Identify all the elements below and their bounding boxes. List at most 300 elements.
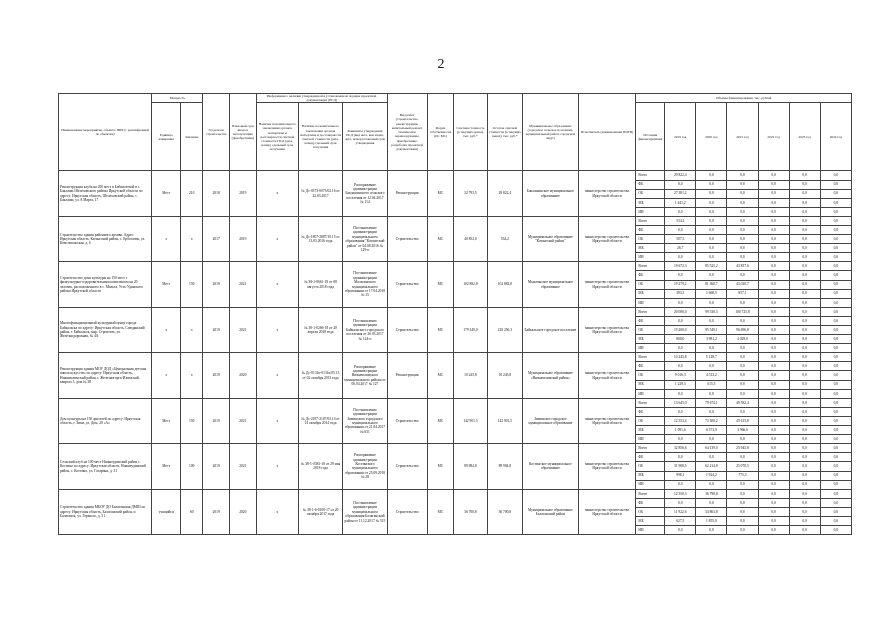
header-municipality: Муниципальное образование (городское сельское поселение, муниципальный район, городской округ) [523, 94, 579, 171]
header-year-2022: 2022 год [758, 103, 789, 171]
year-plan: 2019 [229, 216, 256, 261]
fin-value: 0,0 [820, 198, 851, 207]
estimated-cost: 40 852,0 [454, 216, 487, 261]
fin-value: 0,0 [820, 326, 851, 335]
fin-value: 0,0 [789, 407, 820, 416]
psd-state: № Дс-1807-2887/10.15 от 13.03.2016 года [298, 216, 342, 261]
work-type: Строительство [387, 216, 427, 261]
fin-value: 0,0 [820, 316, 851, 325]
fin-value: 25 945,8 [727, 444, 758, 453]
fin-value: 857,1 [727, 289, 758, 298]
remaining-cost: 89 984,8 [487, 444, 523, 489]
psd-approval: Распоряжение администрации Нижнеилимского муниципального района от 06.04.2017 № 127 [343, 353, 387, 398]
table-row [59, 216, 852, 225]
fin-value: 0,0 [696, 244, 727, 253]
fin-value: 0,0 [758, 225, 789, 234]
fin-value: 34 863,8 [696, 507, 727, 516]
year-plan: 2021 [229, 307, 256, 352]
executor: министерство строительства Иркутской области [578, 444, 636, 489]
fin-value: 0,0 [727, 216, 758, 225]
fin-value: 0,0 [696, 298, 727, 307]
psd-expertise: х [256, 171, 298, 216]
fin-source-label: ФБ [636, 180, 665, 189]
fin-value: 0,0 [665, 480, 696, 489]
fin-source-label: ОБ [636, 280, 665, 289]
table-row [59, 307, 852, 316]
fin-value: 0,0 [727, 498, 758, 507]
fin-value: 0,0 [758, 453, 789, 462]
executor: министерство строительства Иркутской области [578, 353, 636, 398]
header-capacity: Мощность [152, 94, 203, 103]
fin-value: 615,5 [696, 380, 727, 389]
fin-value: 64 139,0 [696, 444, 727, 453]
fin-value: 0,0 [665, 225, 696, 234]
fin-value: 0,0 [789, 362, 820, 371]
fin-value: 0,0 [789, 171, 820, 180]
fin-value: 0,0 [727, 198, 758, 207]
header-fin-source: Источник финансирования [636, 103, 665, 171]
remaining-cost: 29 822,4 [487, 171, 523, 216]
fin-value: 0,0 [665, 362, 696, 371]
municipality: Костинское муниципальное образование [523, 444, 579, 489]
estimated-cost: 36 700,8 [454, 489, 487, 534]
fin-value: 0,0 [820, 225, 851, 234]
fin-value: 27 381,2 [665, 189, 696, 198]
fin-value: 0,0 [758, 426, 789, 435]
fin-value: 43 020,7 [727, 280, 758, 289]
fin-value: 73 300,2 [696, 416, 727, 425]
object-name: Строительство дома культуры на 150 мест с физкультурно-оздоровительным комплексом на 20 человек, расположенного в с. Мальта, Усть-Удинского района Иркутской области [59, 262, 152, 307]
capacity-value: 60 [181, 489, 203, 534]
fin-value: 0,0 [758, 480, 789, 489]
psd-expertise: х [256, 216, 298, 261]
fin-value: 0,0 [820, 244, 851, 253]
fin-value: 534,2 [665, 216, 696, 225]
psd-approval: Постановление администрации муниципального образования "Катангский район" от 04.08.2016 № 129-п [343, 216, 387, 261]
fin-value: 0,0 [758, 216, 789, 225]
fin-value: 0,0 [758, 289, 789, 298]
fin-value: 0,0 [820, 507, 851, 516]
header-name: Наименование мероприятия, объекта, ПИР (с расшифровкой по объектам) [59, 94, 152, 171]
capacity-unit: х [152, 307, 181, 352]
fin-value: 0,0 [789, 335, 820, 344]
fin-value: 0,0 [758, 235, 789, 244]
psd-state: № Дс-2187-2187/03.14 от 14 октября 2014 года [298, 398, 342, 443]
fin-value: 0,0 [727, 453, 758, 462]
fin-value: 0,0 [820, 426, 851, 435]
work-type: Строительство [387, 444, 427, 489]
fin-value: 0,0 [789, 426, 820, 435]
fin-value: 13 645,0 [665, 398, 696, 407]
fin-value: 0,0 [696, 526, 727, 535]
fin-value: 0,0 [727, 180, 758, 189]
fin-value: 0,0 [665, 180, 696, 189]
fin-value: 0,0 [789, 380, 820, 389]
fin-value: 1 924,2 [696, 471, 727, 480]
fin-value: 0,0 [758, 489, 789, 498]
fin-value: 19 279,2 [665, 280, 696, 289]
year-plan: 2021 [229, 444, 256, 489]
fin-source-label: МБ [636, 244, 665, 253]
fin-value: 0,0 [727, 435, 758, 444]
fin-value: 0,0 [789, 353, 820, 362]
fin-value: 0,0 [758, 262, 789, 271]
fin-value: 1 229,5 [665, 380, 696, 389]
fin-value: 29 822,4 [665, 171, 696, 180]
capacity-value: х [181, 353, 203, 398]
fin-value: 1 441,2 [665, 198, 696, 207]
fin-value: 0,0 [727, 480, 758, 489]
fin-value: 0,0 [758, 362, 789, 371]
fin-value: 0,0 [758, 335, 789, 344]
fin-value: 0,0 [789, 262, 820, 271]
fin-value: 0,0 [789, 271, 820, 280]
fin-value: 0,0 [789, 371, 820, 380]
fin-value: 12 553,4 [665, 416, 696, 425]
fin-value: 0,0 [820, 435, 851, 444]
psd-approval: Постановление администрации Байкальского городского поселения от 26.03.2017 № 124-п [343, 307, 387, 352]
fin-value: 0,0 [820, 453, 851, 462]
fin-value: 96 696,8 [727, 326, 758, 335]
municipality: Байкальское городское поселение [523, 307, 579, 352]
fin-value: 5 128,7 [696, 353, 727, 362]
fin-value: 0,0 [820, 235, 851, 244]
header-ownership: Форма собственности (ОС МС) [427, 94, 454, 171]
fin-value: 3 981,2 [696, 335, 727, 344]
fin-value: 0,0 [727, 253, 758, 262]
header-capacity-value: Значение [181, 103, 203, 171]
capacity-value: 150 [181, 262, 203, 307]
fin-value: 0,0 [696, 498, 727, 507]
fin-value: 0,0 [820, 480, 851, 489]
object-name: Многофункциональный культурный центр города Байкальска по адресу: Иркутская область, Слюдянский район, г. Байкальск, мкр. Строитель, ул. Железнодорожная, № 4А [59, 307, 152, 352]
header-year-2024: 2024 год [820, 103, 851, 171]
year-start: 2019 [203, 398, 230, 443]
fin-value: 0,0 [758, 207, 789, 216]
fin-value: 0,0 [820, 189, 851, 198]
executor: министерство строительства Иркутской области [578, 489, 636, 534]
fin-value: 0,0 [665, 389, 696, 398]
fin-value: 0,0 [789, 453, 820, 462]
fin-value: 0,0 [758, 307, 789, 316]
header-year-2020: 2020 год [696, 103, 727, 171]
fin-value: 0,0 [820, 298, 851, 307]
fin-value: 800,0 [665, 335, 696, 344]
fin-source-label: Всего [636, 398, 665, 407]
fin-value: 0,0 [758, 189, 789, 198]
object-name: Сельский клуб на 100 мест Нижнеудинский район с. Костино по адресу: Иркутская область, Нижнеудинский район, с. Костино, ул. Гагарина, д. 31 [59, 444, 152, 489]
executor: министерство строительства Иркутской области [578, 216, 636, 261]
fin-value: 12 550,3 [665, 489, 696, 498]
fin-source-label: Всего [636, 171, 665, 180]
header-year-2023: 2023 год [789, 103, 820, 171]
object-name: Реконструкция здания МОУ ДОД «Центральная детская школа искусств» по адресу: Иркутская область, Нижнеилимский район, г. Железногорск-Илимский, квартал 3, дом № 38 [59, 353, 152, 398]
fin-value: 0,0 [789, 389, 820, 398]
fin-value: 0,0 [758, 471, 789, 480]
fin-value: 0,0 [820, 362, 851, 371]
remaining-cost: 102 882,8 [487, 262, 523, 307]
fin-value: 0,0 [758, 244, 789, 253]
estimated-cost: 32 793,5 [454, 171, 487, 216]
fin-value: 0,0 [789, 516, 820, 525]
fin-value: 0,0 [789, 189, 820, 198]
header-est-cost: Сметная стоимость (в текущих ценах), тыс. руб.* [454, 94, 487, 171]
fin-value: 0,0 [696, 171, 727, 180]
psd-state: № Дс-0131к-0131к/05.13 от 02 октября 2013 года [298, 353, 342, 398]
capacity-unit: х [152, 353, 181, 398]
fin-source-label: ФБ [636, 362, 665, 371]
estimated-cost: 102 882,8 [454, 262, 487, 307]
psd-state: № 38-1-6-0100-17 от 20 октября 2017 года [298, 489, 342, 534]
ownership: МС [427, 216, 454, 261]
fin-source-label: ИИ [636, 298, 665, 307]
municipality: Муниципальное образование "Катангский район" [523, 216, 579, 261]
fin-value: 0,0 [758, 444, 789, 453]
psd-state: № 38-1-0381-18 от 29 мая 2018 года [298, 444, 342, 489]
fin-value: 36 798,8 [696, 489, 727, 498]
fin-source-label: ОБ [636, 326, 665, 335]
year-plan: 2021 [229, 398, 256, 443]
fin-value: 0,0 [820, 253, 851, 262]
fin-value: 0,0 [820, 380, 851, 389]
fin-source-label: ФБ [636, 453, 665, 462]
ownership: МС [427, 398, 454, 443]
psd-expertise: х [256, 353, 298, 398]
fin-source-label: ОБ [636, 416, 665, 425]
fin-value: 0,0 [727, 207, 758, 216]
fin-value: 0,0 [789, 316, 820, 325]
fin-value: 0,0 [727, 516, 758, 525]
fin-value: 0,0 [727, 362, 758, 371]
capacity-value: х [181, 216, 203, 261]
fin-source-label: ИИ [636, 344, 665, 353]
fin-value: 0,0 [696, 207, 727, 216]
fin-value: 32 856,6 [665, 444, 696, 453]
fin-value: 0,0 [820, 516, 851, 525]
fin-value: 0,0 [758, 371, 789, 380]
fin-value: 0,0 [696, 189, 727, 198]
fin-source-label: МБ [636, 380, 665, 389]
fin-value: 0,0 [696, 271, 727, 280]
fin-value: 0,0 [758, 326, 789, 335]
fin-value: 0,0 [758, 507, 789, 516]
psd-expertise: х [256, 489, 298, 534]
page-number: 2 [437, 57, 445, 72]
fin-value: 0,0 [696, 362, 727, 371]
fin-value: 0,0 [727, 344, 758, 353]
fin-source-label: ИИ [636, 207, 665, 216]
psd-state: № 38-1-0266-18 от 20 апреля 2018 года [298, 307, 342, 352]
fin-value: 0,0 [820, 180, 851, 189]
table-body [59, 171, 852, 535]
fin-value: 0,0 [665, 344, 696, 353]
fin-value: 0,0 [727, 489, 758, 498]
psd-approval: Постановление администрации Мальтинского муниципального образования от 17.04.2018 № 15 [343, 262, 387, 307]
fin-source-label: МБ [636, 516, 665, 525]
fin-value: 0,0 [820, 289, 851, 298]
fin-value: 0,0 [820, 462, 851, 471]
fin-value: 4 029,0 [727, 335, 758, 344]
capacity-unit: Мест [152, 398, 181, 443]
psd-state: № 38-1-0661-18 от 08 августа 2018 года [298, 262, 342, 307]
fin-value: 0,0 [727, 298, 758, 307]
fin-value: 0,0 [727, 380, 758, 389]
fin-value: 0,0 [789, 207, 820, 216]
fin-source-label: ИИ [636, 389, 665, 398]
fin-value: 0,0 [696, 453, 727, 462]
fin-value: 0,0 [789, 526, 820, 535]
remaining-cost: 142 901,5 [487, 398, 523, 443]
fin-value: 0,0 [696, 344, 727, 353]
fin-value: 0,0 [820, 526, 851, 535]
fin-value: 0,0 [727, 244, 758, 253]
fin-source-label: ИИ [636, 435, 665, 444]
fin-value: 0,0 [789, 444, 820, 453]
municipality: Зиминское городское муниципальное образование [523, 398, 579, 443]
fin-value: 0,0 [820, 307, 851, 316]
year-plan: 2020 [229, 353, 256, 398]
header-year-2019: 2019 год [665, 103, 696, 171]
fin-value: 0,0 [789, 289, 820, 298]
fin-source-label: ФБ [636, 407, 665, 416]
year-plan: 2021 [229, 262, 256, 307]
fin-value: 0,0 [789, 398, 820, 407]
header-psd-group: Информация о наличии утвержденной в установленном порядке проектной документации (ПСД) [256, 94, 387, 103]
capacity-value: 210 [181, 171, 203, 216]
fin-source-label: Всего [636, 262, 665, 271]
fin-value: 0,0 [665, 207, 696, 216]
fin-value: 0,0 [789, 253, 820, 262]
fin-value: 627,5 [665, 516, 696, 525]
remaining-cost: 534,2 [487, 216, 523, 261]
fin-value: 0,0 [820, 262, 851, 271]
fin-value: 0,0 [727, 407, 758, 416]
fin-value: 0,0 [820, 489, 851, 498]
year-start: 2019 [203, 307, 230, 352]
work-type: Строительство [387, 398, 427, 443]
fin-value: 0,0 [696, 480, 727, 489]
fin-value: 0,0 [758, 353, 789, 362]
fin-value: 0,0 [789, 225, 820, 234]
fin-source-label: Всего [636, 307, 665, 316]
psd-approval: Постановление администрации Зиминского городского муниципального образования от 21.04.2017 № 631 [343, 398, 387, 443]
fin-value: 0,0 [820, 407, 851, 416]
work-type: Строительство [387, 307, 427, 352]
fin-value: 0,0 [665, 407, 696, 416]
year-plan: 2020 [229, 489, 256, 534]
fin-value: 0,0 [758, 271, 789, 280]
fin-value: 775,3 [727, 471, 758, 480]
work-type: Реконструкция [387, 353, 427, 398]
fin-source-label: МБ [636, 289, 665, 298]
fin-source-label: МБ [636, 335, 665, 344]
fin-value: 0,0 [758, 462, 789, 471]
fin-value: 0,0 [820, 216, 851, 225]
fin-value: 0,0 [696, 435, 727, 444]
fin-value: 1 091,6 [665, 426, 696, 435]
fin-value: 0,0 [727, 507, 758, 516]
year-start: 2018 [203, 171, 230, 216]
fin-value: 0,0 [820, 271, 851, 280]
capacity-unit: Мест [152, 171, 181, 216]
header-psd-state: Наличие положительного заключения органов экспертизы и достоверности сметной стоимости (дата, номер) сдельный срок получения [298, 103, 342, 171]
fin-value: 0,0 [696, 225, 727, 234]
fin-value: 0,0 [696, 180, 727, 189]
fin-value: 0,0 [789, 298, 820, 307]
fin-value: 0,0 [789, 244, 820, 253]
fin-source-label: ОБ [636, 235, 665, 244]
fin-value: 0,0 [727, 235, 758, 244]
fin-value: 0,0 [758, 389, 789, 398]
fin-value: 0,0 [820, 471, 851, 480]
ownership: МС [427, 444, 454, 489]
table-row [59, 398, 852, 407]
ownership: МС [427, 353, 454, 398]
header-remaining-cost: Остаток сметной стоимости (в текущих ценах), тыс. руб.* [487, 94, 523, 171]
executor: министерство строительства Иркутской области [578, 398, 636, 443]
psd-state: № Дс-0373-0073/02.16 от 22.03.2017 [298, 171, 342, 216]
fin-value: 0,0 [789, 344, 820, 353]
fin-source-label: ФБ [636, 271, 665, 280]
fin-value: 0,0 [758, 280, 789, 289]
fin-value: 0,0 [820, 416, 851, 425]
fin-source-label: ФБ [636, 498, 665, 507]
fin-value: 95 549,1 [696, 326, 727, 335]
fin-source-label: ИИ [636, 253, 665, 262]
fin-value: 45 615,8 [727, 416, 758, 425]
header-executor: Исполнитель (наименование ИОГВ) [578, 94, 636, 171]
capacity-unit: Мест [152, 444, 181, 489]
fin-value: 0,0 [789, 435, 820, 444]
psd-approval: Постановление администрации муниципального образования Балаганский район от 11.12.2017 № 515 [343, 489, 387, 534]
remaining-cost: 36 700,8 [487, 489, 523, 534]
fin-value: 0,0 [696, 216, 727, 225]
fin-value: 79 674,1 [696, 398, 727, 407]
fin-value: 0,0 [820, 353, 851, 362]
fin-value: 0,0 [789, 280, 820, 289]
fin-value: 0,0 [820, 444, 851, 453]
executor: министерство строительства Иркутской области [578, 171, 636, 216]
fin-value: 0,0 [696, 407, 727, 416]
fin-value: 0,0 [758, 180, 789, 189]
fin-source-label: ОБ [636, 189, 665, 198]
fin-value: 0,0 [727, 316, 758, 325]
fin-value: 0,0 [665, 435, 696, 444]
header-year-2021: 2021 год [727, 103, 758, 171]
fin-value: 1 855,0 [696, 516, 727, 525]
fin-value: 0,0 [727, 353, 758, 362]
fin-value: 0,0 [820, 389, 851, 398]
table-row [59, 262, 852, 271]
fin-source-label: ОБ [636, 462, 665, 471]
fin-value: 0,0 [758, 398, 789, 407]
fin-source-label: Всего [636, 353, 665, 362]
municipality: Мальтинское муниципальное образование [523, 262, 579, 307]
fin-source-label: МБ [636, 471, 665, 480]
header-psd-expertise: Наличие положительного заключения органов экспертизы и достоверности сметной стоимости ПСД (дата, номер) сдельный срок получения [256, 103, 298, 171]
psd-expertise: х [256, 398, 298, 443]
fin-value: 0,0 [758, 526, 789, 535]
estimated-cost: 89 984,8 [454, 444, 487, 489]
fin-value: 393,5 [665, 289, 696, 298]
fin-value: 998,1 [665, 471, 696, 480]
table-row [59, 353, 852, 362]
psd-approval: Распоряжение администрации Костинского муниципального образования от 25.09.2018 № 28 [343, 444, 387, 489]
fin-value: 0,0 [758, 298, 789, 307]
header-psd-approval: Реквизиты утверждения ПСД (вид акта, кем издан, дата, номер) плановый срок утверждения [343, 103, 387, 171]
fin-value: 0,0 [727, 371, 758, 380]
fin-value: 0,0 [758, 516, 789, 525]
